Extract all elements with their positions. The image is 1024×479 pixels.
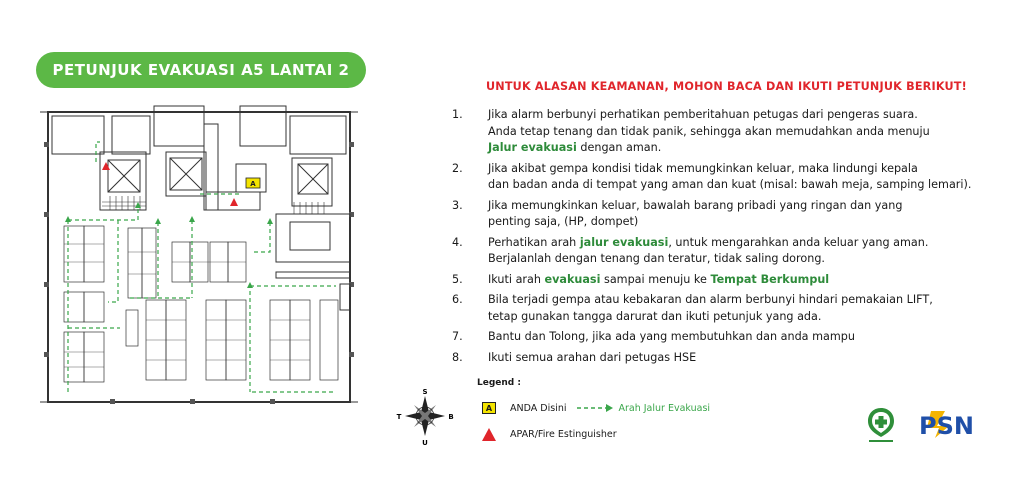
- apar-marker: [230, 198, 238, 206]
- step-8: 8. Ikuti semua arahan dari petugas HSE: [452, 350, 697, 364]
- step-7: 7. Bantu dan Tolong, jika ada yang membutuhkan dan anda mampu: [452, 330, 855, 343]
- step-3: 3. Jika memungkinkan keluar, bawalah barang pribadi yang ringan dan yang penting saja, (HP, dompet): [452, 198, 903, 228]
- step-4: 4. Perhatikan arah jalur evakuasi, untuk mengarahkan anda keluar yang aman. Berjalanlah dengan tenang dan teratur, tidak saling dorong.: [452, 235, 929, 265]
- you-are-here-letter: A: [250, 180, 256, 188]
- psn-logo: [915, 408, 985, 440]
- step-1: 1. Jika alarm berbunyi perhatikan pemberitahuan petugas dari pengeras suara. Anda tetap tenang dan tidak panik, sehingga akan memudahkan anda menuju Jalur evakuasi dengan aman.: [452, 108, 930, 154]
- apar-triangle-icon: [482, 428, 496, 441]
- safety-emblem-logo: [864, 405, 898, 445]
- legend-apar: APAR/Fire Estinguisher: [482, 428, 617, 441]
- apar-marker: [102, 162, 110, 170]
- step-2: 2. Jika akibat gempa kondisi tidak memungkinkan keluar, maka lindungi kepala dan badan anda di tempat yang aman dan kuat (misal: bawah meja, samping lemari).: [452, 161, 972, 191]
- you-are-here-icon: A: [482, 402, 496, 414]
- floor-plan-map: [40, 102, 358, 424]
- compass-north-label: S: [422, 388, 428, 396]
- psn-logo-text: PSN: [919, 412, 974, 440]
- legend-you-are-here: A ANDA Disini Arah Jalur Evakuasi: [482, 402, 710, 414]
- instruction-list: [452, 107, 1012, 370]
- compass-rose-icon: [394, 385, 456, 447]
- safety-warning: UNTUK ALASAN KEAMANAN, MOHON BACA DAN IKUTI PETUNJUK BERIKUT!: [486, 80, 967, 93]
- compass-east-label: B: [448, 413, 454, 421]
- legend-title: Legend :: [477, 378, 521, 388]
- page-title: PETUNJUK EVAKUASI A5 LANTAI 2: [36, 52, 366, 88]
- step-5: 5. Ikuti arah evakuasi sampai menuju ke Tempat Berkumpul: [452, 272, 830, 286]
- compass-west-label: T: [396, 413, 402, 421]
- dashed-arrow-icon: [576, 403, 614, 413]
- step-6: 6. Bila terjadi gempa atau kebakaran dan alarm berbunyi hindari pemakaian LIFT, tetap gunakan tangga darurat dan ikuti petunjuk yang ada.: [452, 293, 933, 323]
- compass-south-label: U: [422, 439, 428, 447]
